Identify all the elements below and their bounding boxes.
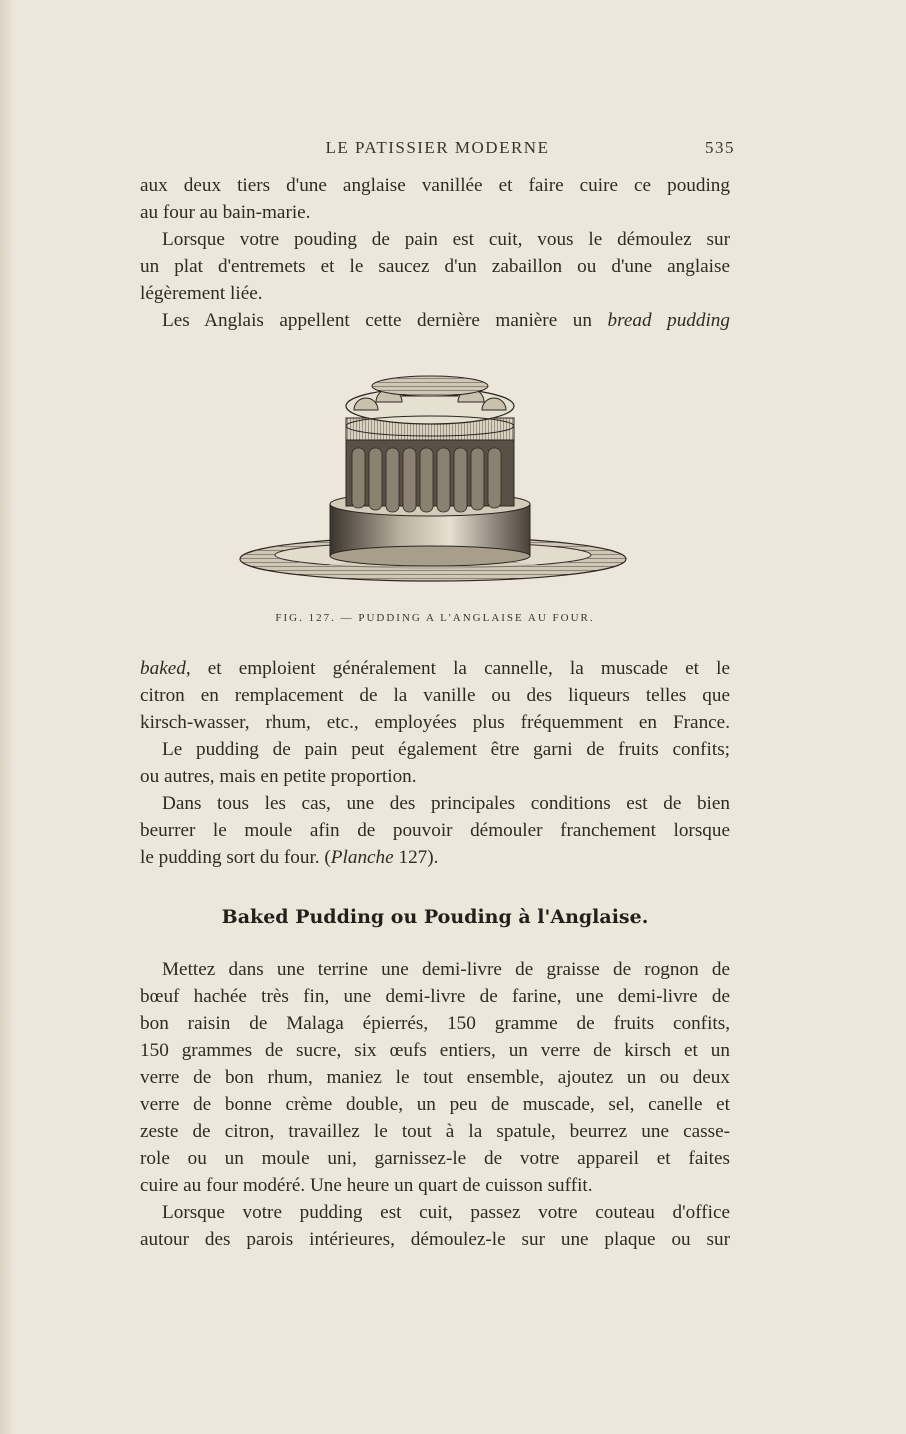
- running-head: [140, 138, 735, 164]
- para-6-italic: Planche: [330, 847, 394, 868]
- text-line-with-italic: [140, 655, 730, 682]
- text-line: un plat d'entremets et le saucez d'un zabaillon ou d'une anglaise: [140, 256, 730, 277]
- page-number: 535: [705, 138, 735, 157]
- text-line: Dans tous les cas, une des principales conditions est de bien: [162, 793, 730, 814]
- para-3-text: Les Anglais appellent cette dernière manière un: [162, 310, 608, 331]
- text-line: légèrement liée.: [140, 283, 263, 304]
- text-line: bon raisin de Malaga épierrés, 150 gramme de fruits confits,: [140, 1013, 730, 1034]
- text-line: au four au bain-marie.: [140, 202, 311, 223]
- text-line: autour des parois intérieures, démoulez-le sur une plaque ou sur: [140, 1229, 730, 1250]
- pudding-fluted-tier: [346, 418, 514, 512]
- text-line: 150 grammes de sucre, six œufs entiers, un verre de kirsch et un: [140, 1040, 730, 1061]
- text-line-with-italic: [140, 307, 730, 334]
- text-line: Lorsque votre pudding est cuit, passez votre couteau d'office: [162, 1202, 730, 1223]
- running-head-title: LE PATISSIER MODERNE: [325, 138, 550, 157]
- para-6-prefix: le pudding sort du four. (: [140, 847, 331, 868]
- text-line: zeste de citron, travaillez le tout à la spatule, beurrez une casse-: [140, 1121, 730, 1142]
- para-4-text: , et emploient généralement la cannelle, la muscade et le: [185, 658, 730, 679]
- text-line: Lorsque votre pouding de pain est cuit, vous le démoulez sur: [162, 229, 730, 250]
- para-3-italic: bread pudding: [607, 310, 730, 331]
- text-line: role ou un moule uni, garnissez-le de votre appareil et faites: [140, 1148, 730, 1169]
- text-line: verre de bon rhum, maniez le tout ensemble, ajoutez un ou deux: [140, 1067, 730, 1088]
- para-4-italic: baked: [140, 658, 186, 679]
- text-line: ou autres, mais en petite proportion.: [140, 766, 417, 787]
- text-line: verre de bonne crème double, un peu de muscade, sel, canelle et: [140, 1094, 730, 1115]
- text-line: Mettez dans une terrine une demi-livre de graisse de rognon de: [162, 959, 730, 980]
- section-heading: Baked Pudding ou Pouding à l'Anglaise.: [221, 906, 649, 928]
- text-line: cuire au four modéré. Une heure un quart de cuisson suffit.: [140, 1175, 593, 1196]
- text-line: kirsch-wasser, rhum, etc., employées plus fréquemment en France.: [140, 712, 730, 733]
- paragraph-block-2: [140, 655, 730, 871]
- text-line: Le pudding de pain peut également être garni de fruits confits;: [162, 739, 730, 760]
- text-line-with-italic: [140, 844, 730, 871]
- para-6-suffix: 127).: [393, 847, 439, 868]
- text-line: beurrer le moule afin de pouvoir démouler franchement lorsque: [140, 820, 730, 841]
- paragraph-block-1: [140, 172, 730, 334]
- text-line: bœuf hachée très fin, une demi-livre de farine, une demi-livre de: [140, 986, 730, 1007]
- page-edge-shadow: [0, 0, 14, 1434]
- text-line: aux deux tiers d'une anglaise vanillée et faire cuire ce pouding: [140, 175, 730, 196]
- paragraph-block-3: [140, 956, 730, 1253]
- text-line: citron en remplacement de la vanille ou des liqueurs telles que: [140, 685, 730, 706]
- pudding-illustration: [236, 362, 630, 602]
- figure-caption: FIG. 127. — PUDDING A L'ANGLAISE AU FOUR.: [275, 612, 595, 624]
